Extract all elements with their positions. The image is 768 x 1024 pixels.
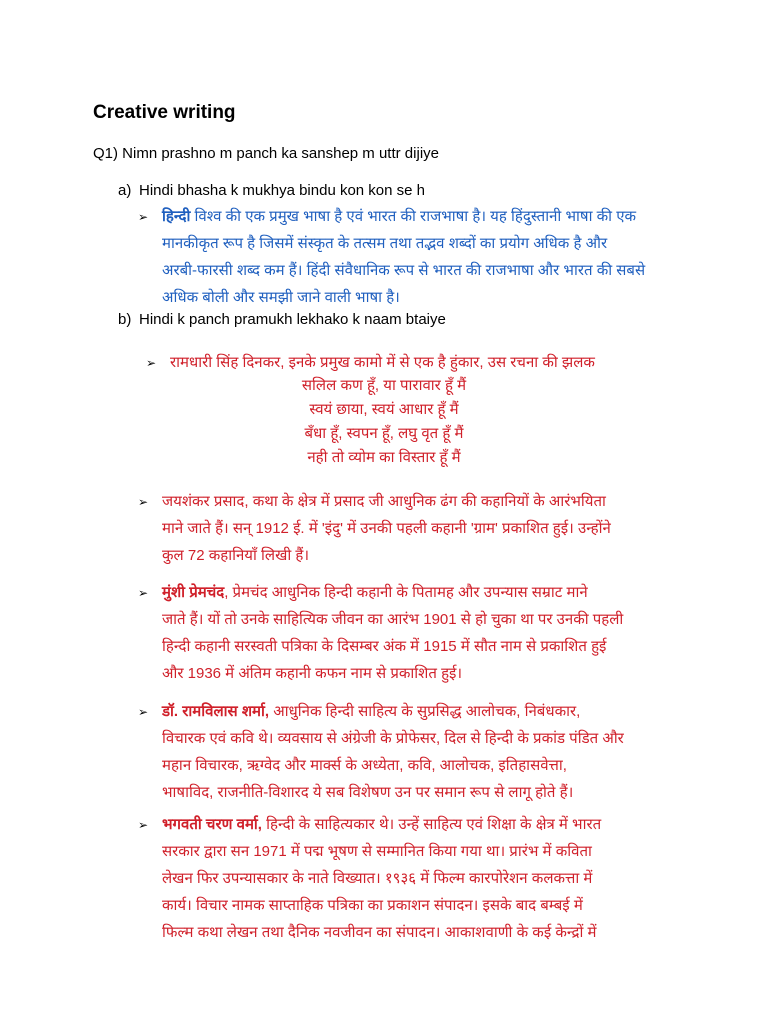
- bullet-line: सरकार द्वारा सन 1971 में पद्म भूषण से सम्मानित किया गया था। प्रारंभ में कविता: [162, 843, 592, 860]
- bullet-line: जयशंकर प्रसाद, कथा के क्षेत्र में प्रसाद जी आधुनिक ढंग की कहानियों के आरंभयिता: [162, 493, 606, 510]
- bullet-line: और 1936 में अंतिम कहानी कफन नाम से प्रकाशित हुई।: [162, 665, 463, 682]
- bullet-line: महान विचारक, ऋग्वेद और मार्क्स के अध्येता, कवि, आलोचक, इतिहासवेत्ता,: [162, 757, 567, 774]
- bullet-line: विचारक एवं कवि थे। व्यवसाय से अंग्रेजी के प्रोफेसर, दिल से हिन्दी के प्रकांड पंडित और: [162, 730, 624, 747]
- arrow-bullet-icon: ➢: [138, 818, 149, 832]
- bullet-line: जाते हैं। यों तो उनके साहित्यिक जीवन का आरंभ 1901 से हो चुका था पर उनकी पहली: [162, 611, 624, 628]
- bullet-bold-term: भगवती चरण वर्मा,: [162, 816, 262, 833]
- bullet-line: भाषाविद, राजनीति-विशारद ये सब विशेषण उन पर समान रूप से लागू होते हैं।: [162, 784, 574, 801]
- subquestion-label: a): [118, 182, 132, 199]
- arrow-bullet-icon: ➢: [138, 705, 149, 719]
- bullet-line: आधुनिक हिन्दी साहित्य के सुप्रसिद्ध आलोचक, निबंधकार,: [269, 703, 581, 720]
- bullet-bold-term: हिन्दी: [162, 208, 191, 225]
- page-title: Creative writing: [93, 102, 236, 123]
- subquestion-a: [118, 182, 425, 199]
- poem-line: स्वयं छाया, स्वयं आधार हूँ मैं: [309, 401, 459, 418]
- bullet-line: कुल 72 कहानियाँ लिखी हैं।: [162, 547, 310, 564]
- bullet-line: हिन्दी के साहित्यकार थे। उन्हें साहित्य एवं शिक्षा के क्षेत्र में भारत: [261, 816, 602, 833]
- bullet-bold-term: डॉ. रामविलास शर्मा,: [162, 703, 270, 720]
- poem-line: बँधा हूँ, स्वपन हूँ, लघु वृत हूँ मैं: [304, 425, 464, 442]
- bullet-line: , प्रेमचंद आधुनिक हिन्दी कहानी के पितामह और उपन्यास सम्राट माने: [224, 584, 588, 601]
- bullet-line: अरबी-फारसी शब्द कम हैं। हिंदी संवैधानिक रूप से भारत की राजभाषा और भारत की सबसे: [162, 262, 646, 279]
- arrow-bullet-icon: ➢: [138, 586, 149, 600]
- bullet-line: हिन्दी कहानी सरस्वती पत्रिका के दिसम्बर अंक में 1915 में सौत नाम से प्रकाशित हुई: [162, 638, 607, 655]
- bullet-line: लेखन फिर उपन्यासकार के नाते विख्यात। १९३६ में फिल्म कारपोरेशन कलकत्ता में: [162, 870, 593, 887]
- bullet-line: अधिक बोली और समझी जाने वाली भाषा है।: [162, 289, 400, 306]
- question-heading: Q1) Nimn prashno m panch ka sanshep m uttr dijiye: [93, 145, 439, 162]
- poem-line: नही तो व्योम का विस्तार हूँ मैं: [307, 449, 461, 466]
- arrow-bullet-icon: ➢: [146, 356, 157, 370]
- bullet-line: विश्व की एक प्रमुख भाषा है एवं भारत की राजभाषा है। यह हिंदुस्तानी भाषा की एक: [190, 208, 637, 225]
- subquestion-text: Hindi k panch pramukh lekhako k naam btaiye: [139, 311, 446, 328]
- poem-excerpt: [0, 374, 768, 470]
- bullet-bold-term: मुंशी प्रेमचंद: [162, 584, 225, 601]
- subquestion-text: Hindi bhasha k mukhya bindu kon kon se h: [139, 182, 426, 199]
- bullet-line: माने जाते हैं। सन् 1912 ई. में 'इंदु' में उनकी पहली कहानी 'ग्राम' प्रकाशित हुई। उन्होंने: [162, 520, 611, 537]
- bullet-line: फिल्म कथा लेखन तथा दैनिक नवजीवन का संपादन। आकाशवाणी के कई केन्द्रों में: [162, 924, 597, 941]
- arrow-bullet-icon: ➢: [138, 210, 149, 224]
- arrow-bullet-icon: ➢: [138, 495, 149, 509]
- poem-line: सलिल कण हूँ, या पारावार हूँ मैं: [301, 377, 467, 394]
- subquestion-label: b): [118, 311, 132, 328]
- bullet-line: कार्य। विचार नामक साप्ताहिक पत्रिका का प्रकाशन संपादन। इसके बाद बम्बई में: [162, 897, 583, 914]
- bullet-line: मानकीकृत रूप है जिसमें संस्कृत के तत्सम तथा तद्भव शब्दों का प्रयोग अधिक है और: [162, 235, 608, 252]
- subquestion-b: [118, 311, 446, 328]
- bullet-line: रामधारी सिंह दिनकर, इनके प्रमुख कामो में से एक है हुंकार, उस रचना की झलक: [170, 354, 595, 371]
